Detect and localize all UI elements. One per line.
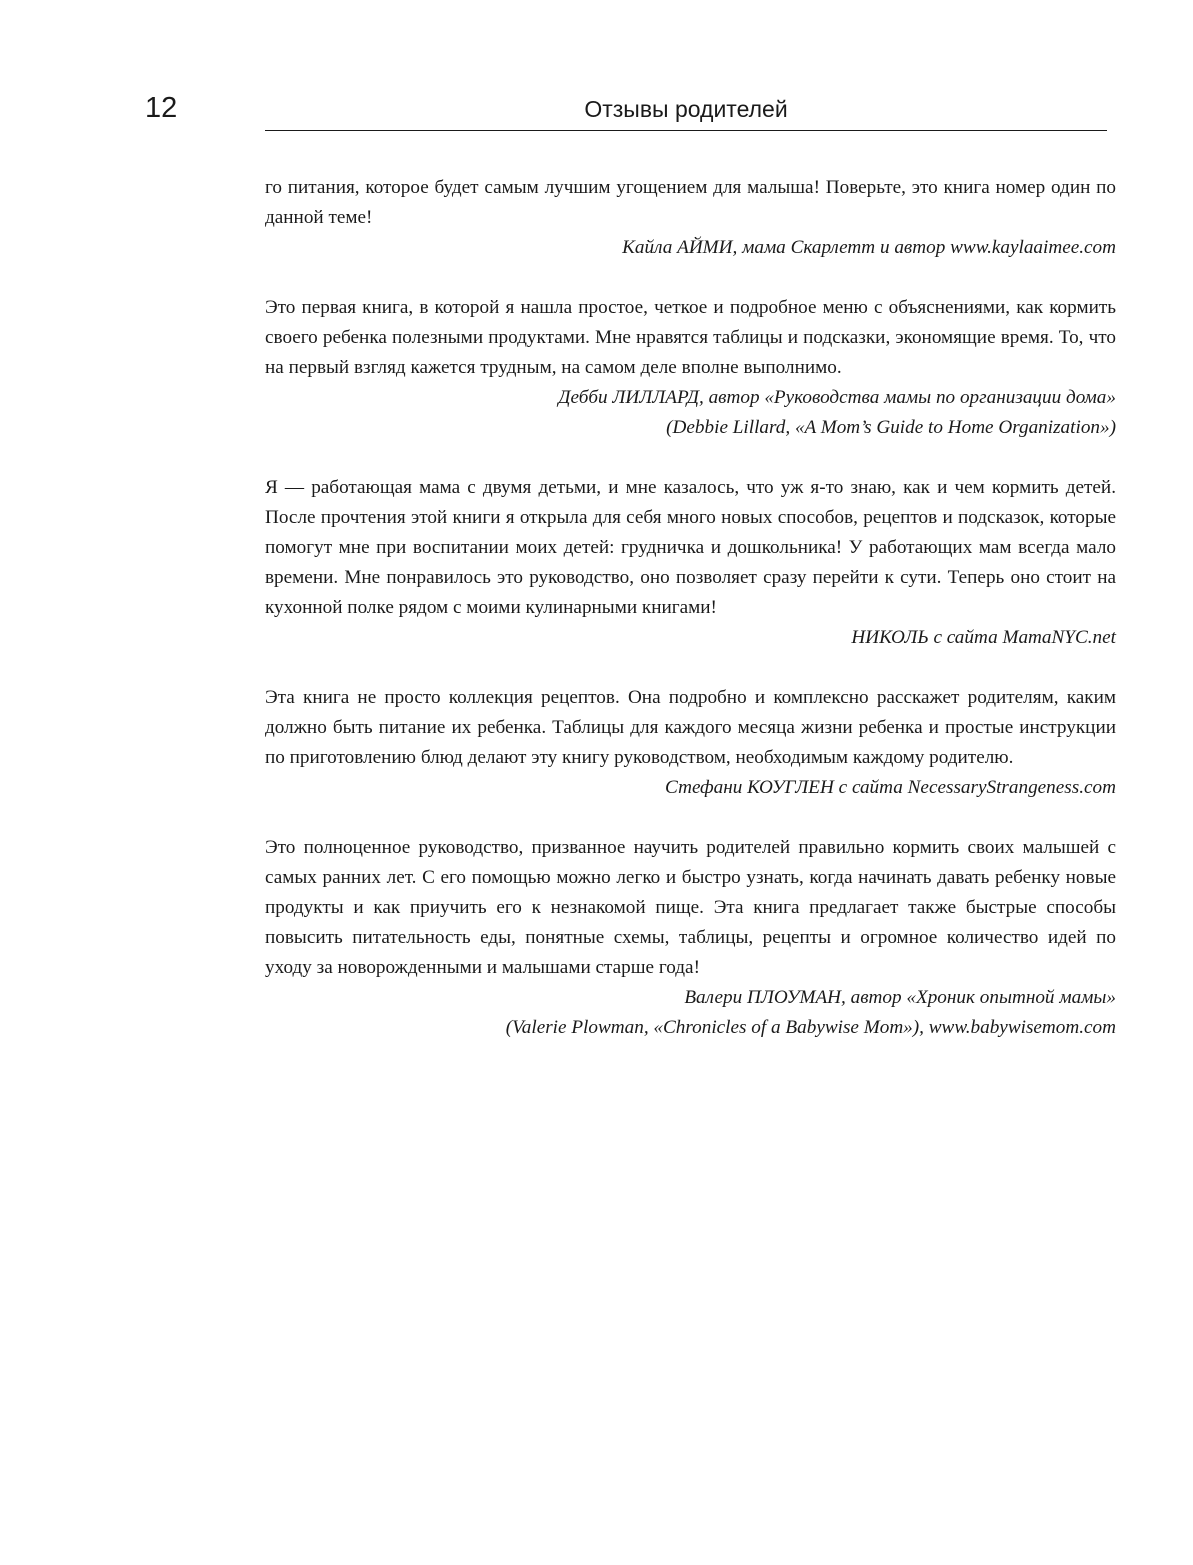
reviews-section <box>265 173 1116 1073</box>
review-3 <box>265 473 1116 653</box>
review-attribution: Дебби ЛИЛЛАРД, автор «Руководства мамы по организации дома» <box>558 387 1116 408</box>
header-rule <box>265 130 1107 131</box>
review-text: Эта книга не просто коллекция рецептов. Она подробно и комплексно расскажет родителям, каким должно быть питание их ребенка. Таблицы для каждого месяца жизни ребенка и простые инструкции по приготовлению блюд делают эту книгу руководством, необходимым каждому родителю. <box>265 687 1116 768</box>
review-4 <box>265 683 1116 803</box>
review-text: Это первая книга, в которой я нашла простое, четкое и подробное меню с объяснениями, как кормить своего ребенка полезными продуктами. Мне нравятся таблицы и подсказки, экономящие время. То, что на первый взгляд кажется трудным, на самом деле вполне выполнимо. <box>265 297 1116 378</box>
review-attribution: Кайла АЙМИ, мама Скарлетт и автор www.kaylaaimee.com <box>622 237 1116 258</box>
review-1 <box>265 173 1116 263</box>
review-attribution: НИКОЛЬ с сайта MamaNYC.net <box>851 627 1116 648</box>
review-text: Я — работающая мама с двумя детьми, и мне казалось, что уж я-то знаю, как и чем кормить детей. После прочтения этой книги я открыла для себя много новых способов, рецептов и подсказок, которые помогут мне при воспитании моих детей: грудничка и дошкольника! У работающих мам всегда мало времени. Мне понравилось это руководство, оно позволяет сразу перейти к сути. Теперь оно стоит на кухонной полке рядом с моими кулинарными книгами! <box>265 477 1116 618</box>
review-attribution: Валери ПЛОУМАН, автор «Хроник опытной мамы» <box>684 987 1116 1008</box>
review-attribution-original: (Debbie Lillard, «A Mom’s Guide to Home Organization») <box>666 417 1116 438</box>
running-title: Отзывы родителей <box>584 96 788 122</box>
review-2 <box>265 293 1116 443</box>
page-number: 12 <box>145 92 178 124</box>
review-text: Это полноценное руководство, призванное научить родителей правильно кормить своих малышей с самых ранних лет. С его помощью можно легко и быстро узнать, когда начинать давать ребенку новые продукты и как приучить его к незнакомой пище. Эта книга предлагает также быстрые способы повысить питательность еды, понятные схемы, таблицы, рецепты и огромное количество идей по уходу за новорожденными и малышами старше года! <box>265 837 1116 978</box>
review-5 <box>265 833 1116 1043</box>
review-text: го питания, которое будет самым лучшим угощением для малыша! Поверьте, это книга номер один по данной теме! <box>265 177 1116 228</box>
review-attribution-original: (Valerie Plowman, «Chronicles of a Babywise Mom»), www.babywisemom.com <box>505 1017 1116 1038</box>
review-attribution: Стефани КОУГЛЕН с сайта NecessaryStrangeness.com <box>665 777 1116 798</box>
